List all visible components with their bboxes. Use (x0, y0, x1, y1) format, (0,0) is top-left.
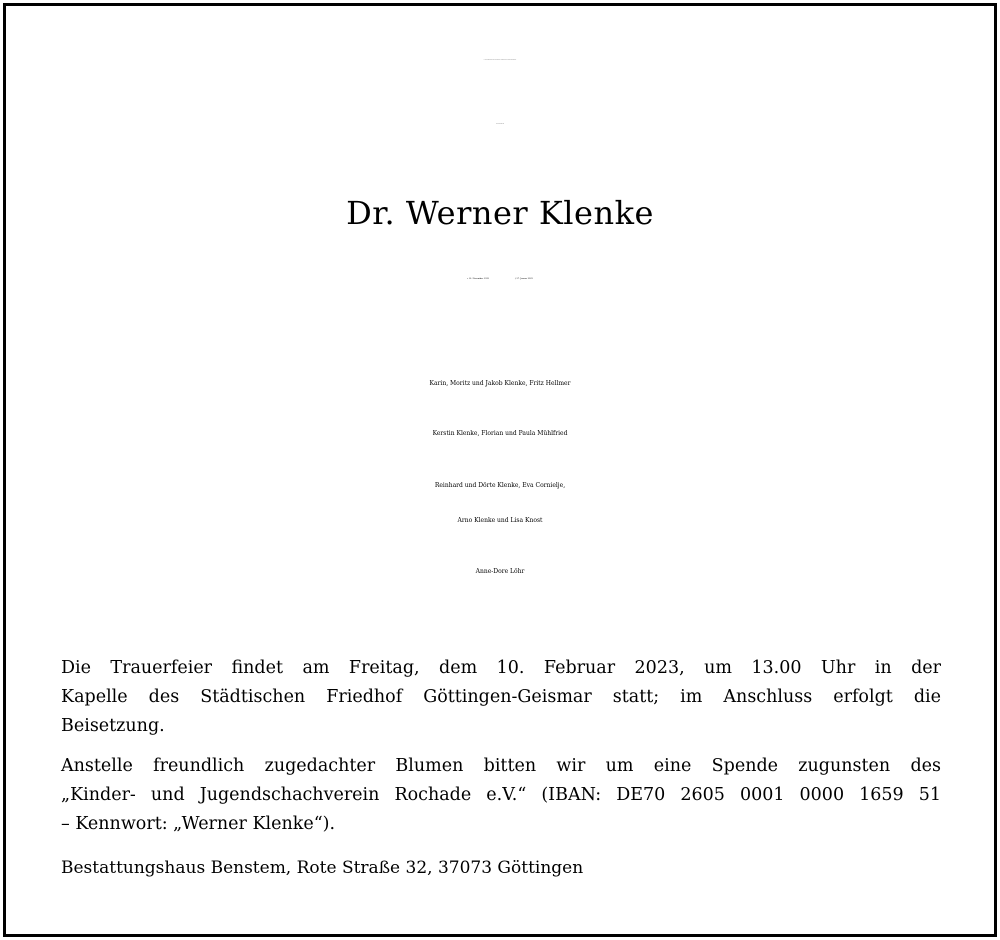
donation-line: Anstelle freundlich zugedachter Blumen bitten wir um eine Spende zugunsten des (61, 756, 941, 776)
undertaker-line: Bestattungshaus Benstem, Rote Straße 32, 37073 Göttingen (61, 858, 584, 878)
donation-paragraph (61, 752, 941, 839)
deceased-name: Dr. Werner Klenke (346, 194, 654, 232)
death-date: † 27. Januar 2023 (514, 278, 533, 280)
donation-line: – Kennwort: „Werner Klenke“). (61, 814, 336, 834)
funeral-line: Kapelle des Städtischen Friedhof Göttingen-Geismar statt; im Anschluss erfolgt die (61, 687, 941, 707)
birth-date: ⁎ 14. November 1932 (467, 278, 489, 280)
donation-line: „Kinder- und Jugendschachverein Rochade e.V.“ (IBAN: DE70 2605 0001 0000 1659 51 (61, 785, 941, 805)
family-line: Reinhard und Dörte Klenke, Eva Cornielje, (434, 482, 566, 489)
intro-text: Ein freundlicher und zufriedener Mensch ist von uns gegangen. (483, 60, 517, 61)
family-line: Anne-Dore Löhr (475, 568, 525, 575)
funeral-line: Beisetzung. (61, 716, 165, 736)
family-line: Kerstin Klenke, Florian und Paula Mühlfried (432, 430, 568, 437)
funeral-paragraph (61, 654, 941, 741)
family-line: Karin, Moritz und Jakob Klenke, Fritz Hellmer (429, 380, 571, 387)
funeral-line: Die Trauerfeier findet am Freitag, dem 10. Februar 2023, um 13.00 Uhr in der (61, 658, 941, 678)
life-dates (0, 278, 1000, 280)
family-line: Arno Klenke und Lisa Knost (457, 517, 543, 524)
mourning-text: Wir trauern um (496, 124, 504, 125)
